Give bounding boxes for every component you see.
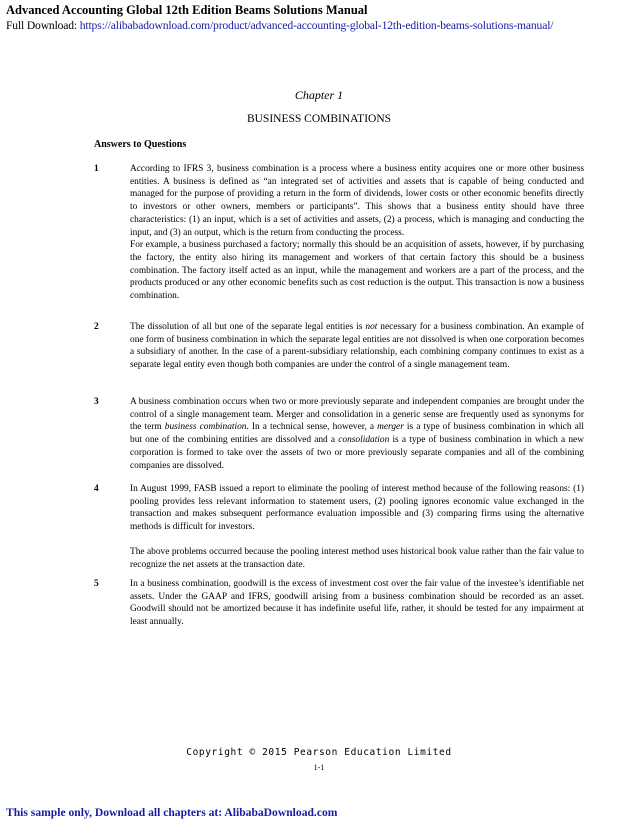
answer-text: is a type of business combination in which a new corporation is formed to take over the assets of two or more previously separate companies and all of the combining companies are dissolved. [130,435,584,471]
answer-paragraph: In August 1999, FASB issued a report to eliminate the pooling of interest method because of the following reasons: (1) pooling provides less relevant information to statement users, (2) pooling ignores economic value exchanged in the transaction and makes subsequent performance evaluation impossible and (3) comparing firms using the alternative methods is difficult for investors. [130,484,584,533]
copyright-notice: Copyright © 2015 Pearson Education Limited [186,747,452,758]
answer-body [130,578,584,629]
term-consolidation: consolidation [338,435,390,446]
full-download-label: Full Download: [6,19,80,32]
chapter-label: Chapter 1 [294,88,344,102]
answer-paragraph [130,396,584,472]
document-header-title: Advanced Accounting Global 12th Edition Beams Solutions Manual [6,3,368,17]
answer-item-5 [94,578,584,629]
answer-number: 4 [94,484,99,494]
answer-number: 1 [94,164,99,174]
answer-number: 3 [94,397,99,407]
full-download-link[interactable]: https://alibabadownload.com/product/advanced-accounting-global-12th-edition-beams-solutions-manual/ [79,19,554,32]
answer-text: . In a technical sense, however, a [246,422,378,433]
answer-text: is a type of business combination in which all but one of the combining entities are dissolved and a [130,422,584,446]
answer-paragraph: For example, a business purchased a factory; normally this should be an acquisition of assets, however, if by purchasing the factory, the entity also hiring its management and workers of that certain factory this should be a business combination. The factory itself acted as an input, while the management and workers are a part of the process, and the products produced or any other economic benefits such as cost reduction is the output. This transaction is now a business combination. [130,240,584,302]
emphasis-not: not [365,322,378,332]
term-business-combination: business combination [164,422,247,433]
answer-text: The dissolution of all but one of the separate legal entities is [130,322,366,332]
answer-text: necessary for a business combination. An example of one form of business combination in which the separate legal entities are not dissolved is when one corporation becomes a subsidiary of another. In the case of a parent-subsidiary relationship, each combining company continues to exist as a separate legal entity even though both companies are under the control of a single management team. [130,322,584,371]
answer-paragraph [130,321,584,372]
answer-paragraph: In a business combination, goodwill is the excess of investment cost over the fair value of the investee’s identifiable net assets. Under the GAAP and IFRS, goodwill arising from a business combination should be recorded as an asset. Goodwill should not be amortized because it has indefinite useful life, rather, it should be tested for any impairment at least annually. [130,579,584,628]
answer-paragraph: According to IFRS 3, business combination is a process where a business entity acquires one or more other business entities. A business is defined as “an integrated set of activities and assets that is capable of being conducted and managed for the purpose of providing a return in the form of dividends, lower costs or other economic benefits directly to investors or other owners, members or participants”. This shows that a business entity should have three characteristics: (1) an input, which is a set of activities and assets, (2) a process, which is managing and conducting the input, and (3) an output, which is the return from conducting the process. [130,164,584,238]
chapter-title: BUSINESS COMBINATIONS [246,113,392,125]
answer-number: 2 [94,322,99,332]
answer-item-1 [94,163,584,303]
full-download-line [6,19,553,32]
answer-item-3 [94,396,584,472]
answer-text: A business combination occurs when two or more previously separate and independent companies are brought under the control of a single management team. Merger and consolidation in a generic sense are frequently used as synonyms for the term [130,397,584,433]
answer-body [130,483,584,571]
sample-download-notice[interactable]: This sample only, Download all chapters at: AlibabaDownload.com [6,806,338,819]
answer-item-2 [94,321,584,372]
term-merger: merger [377,422,404,433]
answer-body [130,163,584,303]
page-number: 1-1 [313,763,325,772]
answer-paragraph: The above problems occurred because the pooling interest method uses historical book value rather than the fair value to recognize the net assets at the transaction date. [130,546,584,570]
answer-body [130,321,584,372]
answer-number: 5 [94,579,99,589]
section-heading: Answers to Questions [94,139,187,150]
answer-body [130,396,584,472]
answer-item-4 [94,483,584,571]
